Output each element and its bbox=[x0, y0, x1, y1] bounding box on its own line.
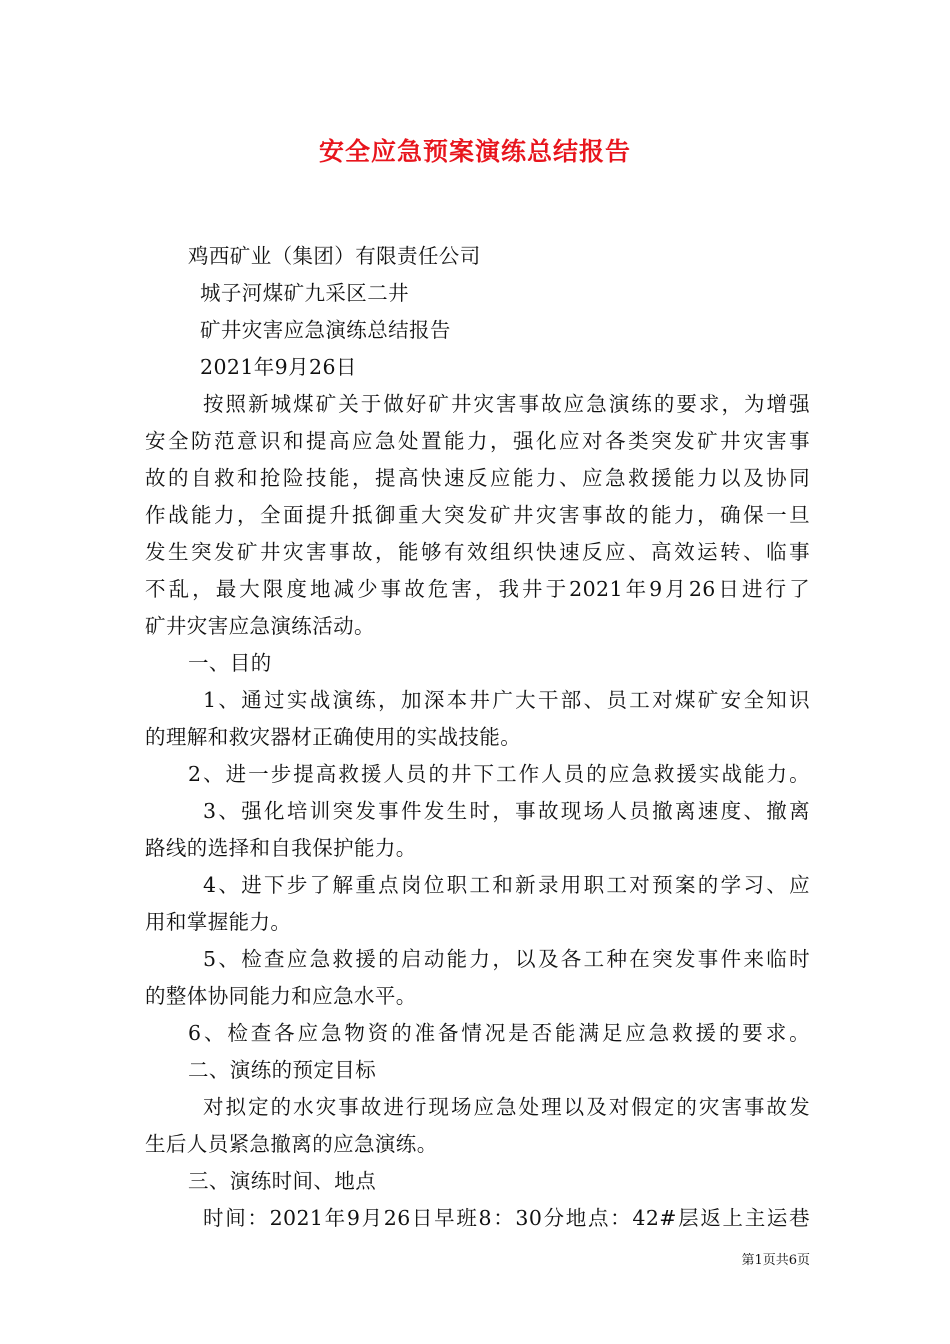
intro-line-1: 按照新城煤矿关于做好矿井灾害事故应急演练的要求，为增强 bbox=[203, 392, 810, 416]
section-2-line-2: 生后人员紧急撤离的应急演练。 bbox=[145, 1132, 438, 1156]
intro-line-7: 矿井灾害应急演练活动。 bbox=[145, 614, 375, 638]
item-5-line-2: 的整体协同能力和应急水平。 bbox=[145, 984, 417, 1008]
item-4-line-2: 用和掌握能力。 bbox=[145, 910, 292, 934]
section-2-heading: 二、演练的预定目标 bbox=[188, 1058, 377, 1082]
mine-name: 城子河煤矿九采区二井 bbox=[200, 281, 409, 305]
section-1-heading: 一、目的 bbox=[188, 651, 272, 675]
section-3-line-1: 时间：2021年9月26日早班8：30分地点：42#层返上主运巷 bbox=[203, 1206, 810, 1230]
document-title: 安全应急预案演练总结报告 bbox=[318, 137, 631, 166]
item-1-line-1: 1、通过实战演练，加深本井广大干部、员工对煤矿安全知识 bbox=[203, 688, 810, 712]
intro-line-3: 故的自救和抢险技能，提高快速反应能力、应急救援能力以及协同 bbox=[145, 466, 810, 490]
item-4-line-1: 4、进下步了解重点岗位职工和新录用职工对预案的学习、应 bbox=[203, 873, 810, 897]
company-name: 鸡西矿业（集团）有限责任公司 bbox=[188, 244, 481, 268]
item-5-line-1: 5、检查应急救援的启动能力，以及各工种在突发事件来临时 bbox=[203, 947, 810, 971]
intro-line-6: 不乱，最大限度地减少事故危害，我井于2021年9月26日进行了 bbox=[145, 577, 810, 601]
item-3-line-1: 3、强化培训突发事件发生时，事故现场人员撤离速度、撤离 bbox=[203, 799, 810, 823]
section-3-heading: 三、演练时间、地点 bbox=[188, 1169, 377, 1193]
intro-line-2: 安全防范意识和提高应急处置能力，强化应对各类突发矿井灾害事 bbox=[145, 429, 810, 453]
intro-line-5: 发生突发矿井灾害事故，能够有效组织快速反应、高效运转、临事 bbox=[145, 540, 810, 564]
section-2-line-1: 对拟定的水灾事故进行现场应急处理以及对假定的灾害事故发 bbox=[203, 1095, 810, 1119]
item-3-line-2: 路线的选择和自我保护能力。 bbox=[145, 836, 417, 860]
page-footer: 第1页共6页 bbox=[741, 1253, 810, 1268]
item-6-line-1: 6、检查各应急物资的准备情况是否能满足应急救援的要求。 bbox=[188, 1021, 810, 1045]
report-date: 2021年9月26日 bbox=[200, 355, 357, 379]
item-2-line-1: 2、进一步提高救援人员的井下工作人员的应急救援实战能力。 bbox=[188, 762, 810, 786]
intro-line-4: 作战能力，全面提升抵御重大突发矿井灾害事故的能力，确保一旦 bbox=[145, 503, 810, 527]
item-1-line-2: 的理解和救灾器材正确使用的实战技能。 bbox=[145, 725, 522, 749]
report-subtitle: 矿井灾害应急演练总结报告 bbox=[200, 318, 451, 342]
